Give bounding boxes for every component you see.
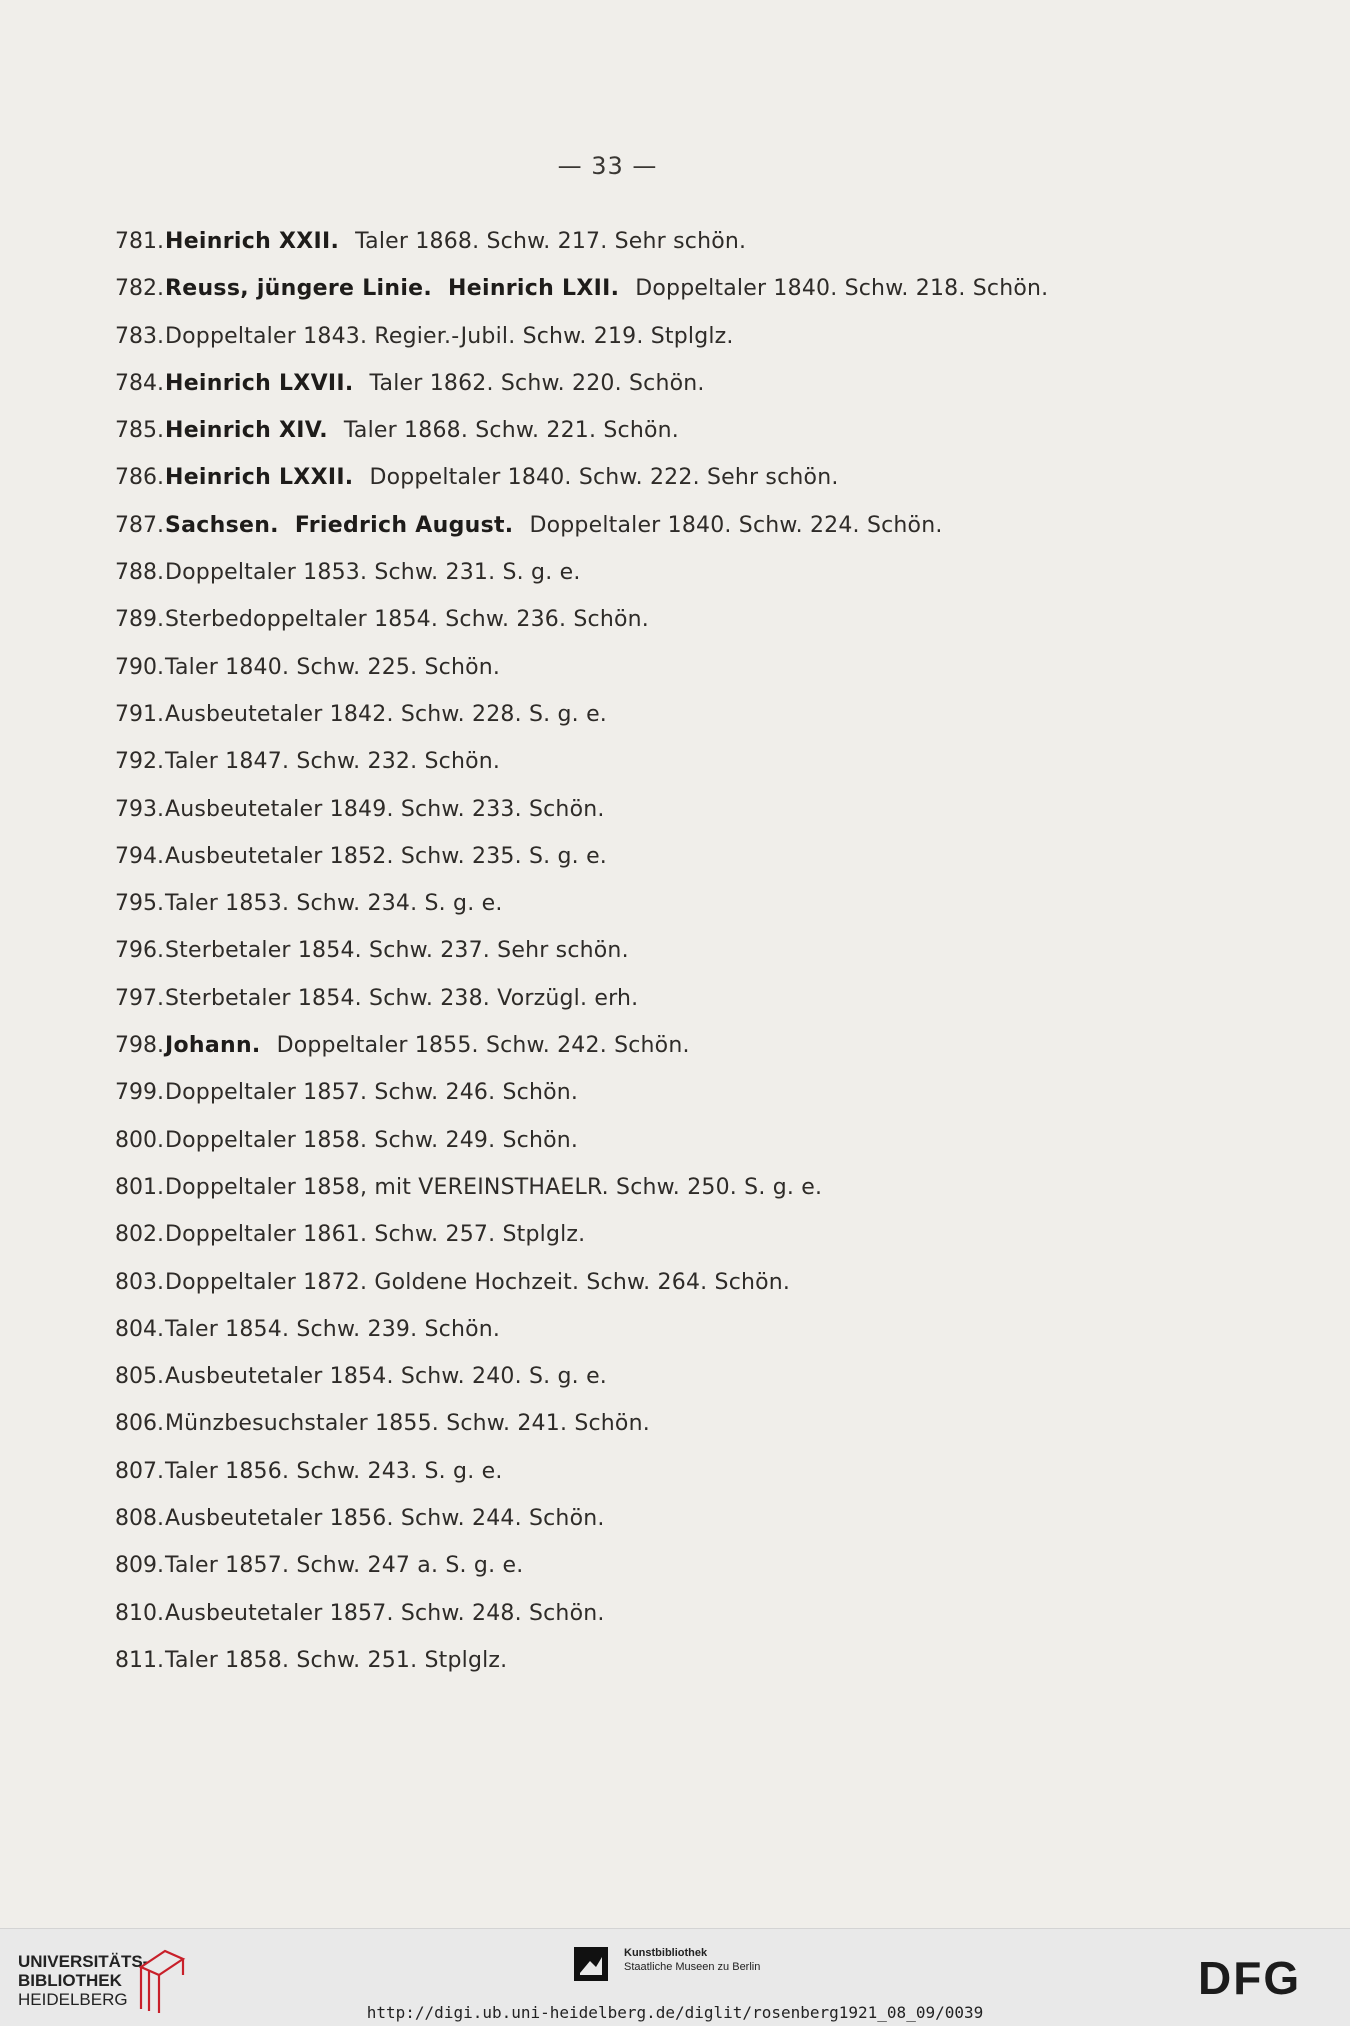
entry-text: Doppeltaler 1840. Schw. 222. Sehr schön. <box>369 465 839 491</box>
catalog-entry <box>115 269 1215 316</box>
catalog-entry <box>115 364 1215 411</box>
entry-number: 811. <box>115 1647 164 1673</box>
entry-text: Doppeltaler 1853. Schw. 231. S. g. e. <box>165 560 581 586</box>
entry-number: 799. <box>115 1080 164 1106</box>
entry-number: 790. <box>115 654 164 680</box>
entry-number: 810. <box>115 1600 164 1626</box>
entry-text: Sterbetaler 1854. Schw. 237. Sehr schön. <box>165 938 629 964</box>
entry-text: Ausbeutetaler 1856. Schw. 244. Schön. <box>165 1506 605 1532</box>
catalog-entry <box>115 931 1215 978</box>
entry-number: 797. <box>115 985 164 1011</box>
entry-text: Sterbedoppeltaler 1854. Schw. 236. Schön. <box>165 607 649 633</box>
entry-number: 803. <box>115 1269 164 1295</box>
entry-text: Ausbeutetaler 1849. Schw. 233. Schön. <box>165 796 605 822</box>
entry-number: 787. <box>115 512 164 538</box>
entry-text: Doppeltaler 1858. Schw. 249. Schön. <box>165 1127 579 1153</box>
catalog-entry <box>115 1168 1215 1215</box>
catalog-entry <box>115 648 1215 695</box>
entry-number: 784. <box>115 370 164 396</box>
entry-heading: Friedrich August. <box>294 512 514 538</box>
kb-name: Kunstbibliothek <box>624 1947 708 1959</box>
entry-number: 792. <box>115 749 164 775</box>
entry-number: 782. <box>115 276 164 302</box>
entry-number: 801. <box>115 1174 164 1200</box>
entry-number: 804. <box>115 1316 164 1342</box>
entry-text: Taler 1868. Schw. 221. Schön. <box>343 418 679 444</box>
entry-number: 807. <box>115 1458 164 1484</box>
entry-text: Taler 1847. Schw. 232. Schön. <box>165 749 501 775</box>
catalog-entry <box>115 600 1215 647</box>
entry-text: Doppeltaler 1861. Schw. 257. Stplglz. <box>165 1222 586 1248</box>
catalog-entry <box>115 1641 1215 1688</box>
entry-heading: Sachsen. <box>165 512 279 538</box>
entry-text: Taler 1862. Schw. 220. Schön. <box>369 370 705 396</box>
catalog-entry <box>115 1499 1215 1546</box>
entry-text: Taler 1868. Schw. 217. Sehr schön. <box>355 229 747 254</box>
catalog-entry <box>115 884 1215 931</box>
catalog-entry <box>115 1073 1215 1120</box>
entry-number: 802. <box>115 1222 164 1248</box>
entry-text: Taler 1856. Schw. 243. S. g. e. <box>165 1458 503 1484</box>
catalog-entry <box>115 458 1215 505</box>
entry-heading: Heinrich LXXII. <box>165 465 354 491</box>
entry-text: Doppeltaler 1858, mit VEREINSTHAELR. Schw. 250. S. g. e. <box>165 1174 823 1200</box>
catalog-entry <box>115 411 1215 458</box>
entry-text: Doppeltaler 1855. Schw. 242. Schön. <box>276 1033 690 1059</box>
entry-number: 783. <box>115 323 164 349</box>
kb-subtitle: Staatliche Museen zu Berlin <box>624 1961 761 1973</box>
catalog-entry <box>115 1546 1215 1593</box>
entry-number: 805. <box>115 1364 164 1390</box>
catalog-entry <box>115 506 1215 553</box>
entry-text: Münzbesuchstaler 1855. Schw. 241. Schön. <box>165 1411 650 1437</box>
entry-text: Ausbeutetaler 1852. Schw. 235. S. g. e. <box>165 843 607 869</box>
catalog-entry <box>115 695 1215 742</box>
entry-text: Ausbeutetaler 1842. Schw. 228. S. g. e. <box>165 701 607 727</box>
catalog-entry <box>115 1121 1215 1168</box>
catalog-entry <box>115 979 1215 1026</box>
permalink-url[interactable]: http://digi.ub.uni-heidelberg.de/diglit/rosenberg1921_08_09/0039 <box>366 2003 984 2022</box>
entry-number: 806. <box>115 1411 164 1437</box>
catalog-entry <box>115 1310 1215 1357</box>
entry-text: Taler 1858. Schw. 251. Stplglz. <box>165 1647 508 1673</box>
entry-text: Ausbeutetaler 1857. Schw. 248. Schön. <box>165 1600 605 1626</box>
entry-text: Taler 1840. Schw. 225. Schön. <box>165 654 501 680</box>
entry-heading: Johann. <box>165 1033 261 1059</box>
catalog-entry <box>115 1404 1215 1451</box>
entry-number: 791. <box>115 701 164 727</box>
entry-text: Doppeltaler 1872. Goldene Hochzeit. Schw. 264. Schön. <box>165 1269 791 1295</box>
catalog-entry <box>115 1357 1215 1404</box>
catalog-entry <box>115 1263 1215 1310</box>
entry-number: 785. <box>115 418 164 444</box>
entry-heading: Heinrich XIV. <box>165 418 328 444</box>
entry-heading: Reuss, jüngere Linie. <box>165 276 433 302</box>
entry-text: Taler 1854. Schw. 239. Schön. <box>165 1316 501 1342</box>
entry-text: Doppeltaler 1843. Regier.-Jubil. Schw. 219. Stplglz. <box>165 323 734 349</box>
entry-text: Doppeltaler 1840. Schw. 218. Schön. <box>635 276 1049 302</box>
catalog-entry <box>115 1215 1215 1262</box>
entry-number: 793. <box>115 796 164 822</box>
entry-text: Doppeltaler 1840. Schw. 224. Schön. <box>529 512 943 538</box>
entry-number: 781. <box>115 229 164 254</box>
entry-number: 800. <box>115 1127 164 1153</box>
entry-number: 788. <box>115 560 164 586</box>
catalog-entry <box>115 317 1215 364</box>
entry-number: 809. <box>115 1553 164 1579</box>
uni-line-2: BIBLIOTHEK <box>18 1971 122 1990</box>
university-library-name <box>18 1952 148 2009</box>
entry-text: Ausbeutetaler 1854. Schw. 240. S. g. e. <box>165 1364 607 1390</box>
catalog-entry <box>115 222 1215 269</box>
catalog-entry <box>115 742 1215 789</box>
entry-number: 789. <box>115 607 164 633</box>
footer-bar <box>0 1928 1350 2026</box>
catalog-entry-list <box>115 222 1215 1688</box>
page-number: — 33 — <box>557 152 658 180</box>
uni-line-1: UNIVERSITÄTS- <box>18 1952 149 1971</box>
entry-heading: Heinrich LXII. <box>448 276 620 302</box>
entry-number: 808. <box>115 1506 164 1532</box>
uni-line-3: HEIDELBERG <box>18 1990 128 2009</box>
catalog-entry <box>115 1026 1215 1073</box>
catalog-entry <box>115 553 1215 600</box>
entry-number: 786. <box>115 465 164 491</box>
catalog-entry <box>115 790 1215 837</box>
catalog-entry <box>115 1452 1215 1499</box>
entry-number: 796. <box>115 938 164 964</box>
catalog-entry <box>115 1594 1215 1641</box>
dfg-logo: DFG <box>1198 1952 1302 2004</box>
entry-heading: Heinrich LXVII. <box>165 370 354 396</box>
entry-heading: Heinrich XXII. <box>165 229 340 254</box>
entry-text: Sterbetaler 1854. Schw. 238. Vorzügl. erh. <box>165 985 639 1011</box>
entry-number: 795. <box>115 891 164 917</box>
entry-text: Taler 1857. Schw. 247 a. S. g. e. <box>165 1553 524 1579</box>
kunstbibliothek-name <box>624 1946 760 1974</box>
entry-text: Doppeltaler 1857. Schw. 246. Schön. <box>165 1080 579 1106</box>
catalog-entry <box>115 837 1215 884</box>
entry-number: 794. <box>115 843 164 869</box>
entry-text: Taler 1853. Schw. 234. S. g. e. <box>165 891 503 917</box>
kunstbibliothek-logo-icon <box>574 1947 608 1981</box>
entry-number: 798. <box>115 1033 164 1059</box>
